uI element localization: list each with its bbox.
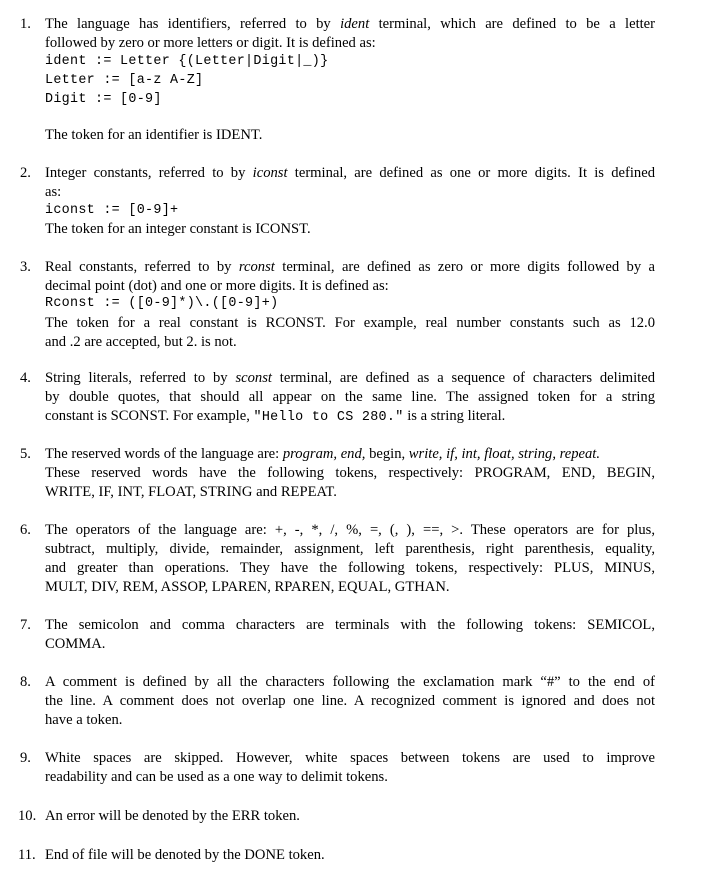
item-number: 4.: [20, 370, 31, 386]
code-line: iconst := [0-9]+: [45, 203, 179, 218]
item-text-line: constant is SCONST. For example, "Hello to CS 280." is a string literal.: [45, 408, 506, 425]
item-text-line: MULT, DIV, REM, ASSOP, LPAREN, RPAREN, EQUAL, GTHAN.: [45, 579, 450, 595]
item-text-line: Integer constants, referred to by iconst terminal, are defined as one or more digits. It is defined: [45, 165, 655, 181]
item-number: 3.: [20, 259, 31, 275]
item-number: 7.: [20, 617, 31, 633]
item-text-line: COMMA.: [45, 636, 106, 652]
item-text-line: and greater than operations. They have the following tokens, respectively: PLUS, MINUS,: [45, 560, 655, 576]
item-text-line: These reserved words have the following tokens, respectively: PROGRAM, END, BEGIN,: [45, 465, 655, 481]
item-text-line: White spaces are skipped. However, white spaces between tokens are used to improve: [45, 750, 655, 766]
code-line: Digit := [0-9]: [45, 92, 162, 107]
item-number: 1.: [20, 16, 31, 32]
item-number: 2.: [20, 165, 31, 181]
item-text-line: have a token.: [45, 712, 123, 728]
item-text-line: followed by zero or more letters or digit. It is defined as:: [45, 35, 376, 51]
item-text-line: decimal point (dot) and one or more digits. It is defined as:: [45, 278, 389, 294]
item-text-line: the line. A comment does not overlap one line. A recognized comment is ignored and does not: [45, 693, 655, 709]
item-number: 5.: [20, 446, 31, 462]
string-literal-example: "Hello to CS 280.": [253, 410, 404, 425]
item-text-line: The operators of the language are: +, -, *, /, %, =, (, ), ==, >. These operators are for plus,: [45, 522, 655, 538]
item-text-line: The semicolon and comma characters are terminals with the following tokens: SEMICOL,: [45, 617, 655, 633]
item-text-line: as:: [45, 184, 62, 200]
item-text-line: readability and can be used as a one way to delimit tokens.: [45, 769, 388, 785]
item-text-line: and .2 are accepted, but 2. is not.: [45, 334, 237, 350]
token-line: The token for an identifier is IDENT.: [45, 127, 263, 143]
item-number: 9.: [20, 750, 31, 766]
item-text-line: End of file will be denoted by the DONE token.: [45, 847, 325, 863]
code-line: ident := Letter {(Letter|Digit|_)}: [45, 54, 329, 69]
item-text-line: The reserved words of the language are: program, end, begin, write, if, int, float, string, repeat.: [45, 446, 601, 462]
item-text-line: An error will be denoted by the ERR token.: [45, 808, 300, 824]
item-text-line: The language has identifiers, referred to by ident terminal, which are defined to be a letter: [45, 16, 656, 32]
item-number: 10.: [18, 808, 37, 824]
item-number: 6.: [20, 522, 31, 538]
item-text-line: WRITE, IF, INT, FLOAT, STRING and REPEAT.: [45, 484, 337, 500]
code-line: Letter := [a-z A-Z]: [45, 73, 204, 88]
item-text-line: subtract, multiply, divide, remainder, assignment, left parenthesis, right parenthesis, equality,: [45, 541, 655, 557]
item-text-line: A comment is defined by all the characters following the exclamation mark “#” to the end of: [45, 674, 655, 690]
item-text-line: The token for a real constant is RCONST. For example, real number constants such as 12.0: [45, 315, 655, 331]
item-text-line: by double quotes, that should all appear on the same line. The assigned token for a string: [45, 389, 655, 405]
item-text-line: Real constants, referred to by rconst terminal, are defined as zero or more digits followed by a: [45, 259, 656, 275]
item-text-line: String literals, referred to by sconst terminal, are defined as a sequence of characters delimited: [45, 370, 655, 386]
token-line: The token for an integer constant is ICONST.: [45, 221, 311, 237]
item-number: 8.: [20, 674, 31, 690]
code-line: Rconst := ([0-9]*)\.([0-9]+): [45, 296, 279, 311]
item-number: 11.: [18, 847, 36, 863]
